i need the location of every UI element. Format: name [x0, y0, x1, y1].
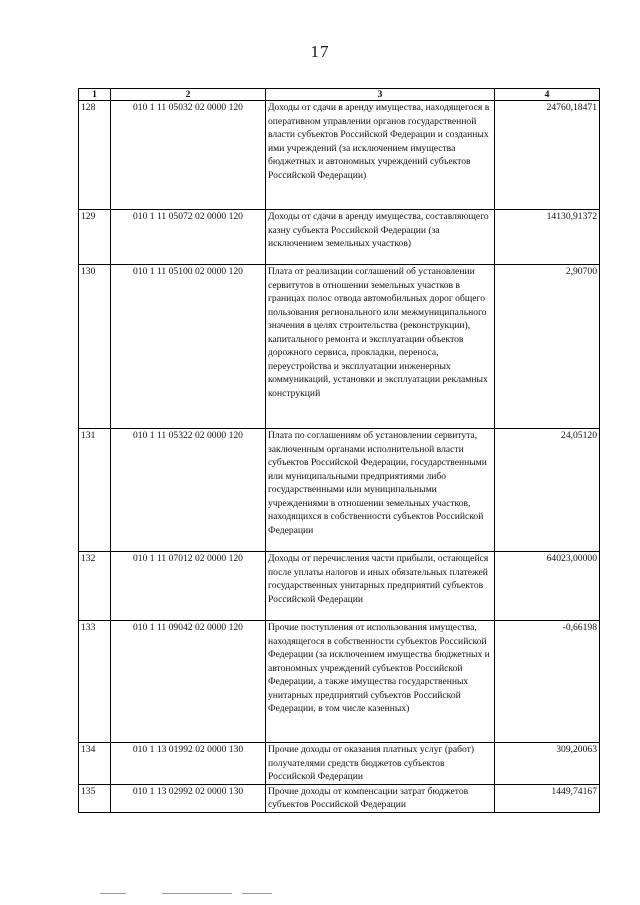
revenue-description: Прочие доходы от компенсации затрат бюджетов субъектов Российской Федерации — [266, 784, 495, 812]
column-header-4: 4 — [495, 89, 600, 101]
budget-code: 010 1 11 05100 02 0000 120 — [111, 265, 266, 429]
scan-footer-marks — [100, 893, 320, 897]
table-row — [79, 621, 600, 743]
table-row — [79, 784, 600, 812]
page-number: 17 — [310, 42, 330, 61]
budget-code: 010 1 13 01992 02 0000 130 — [111, 743, 266, 785]
revenue-description: Доходы от перечисления части прибыли, остающейся после уплаты налогов и иных обязательных платежей государственных унитарных предприятий субъектов Российской Федерации — [266, 552, 495, 621]
table-row — [79, 429, 600, 552]
column-header-2: 2 — [111, 89, 266, 101]
budget-code: 010 1 11 05072 02 0000 120 — [111, 210, 266, 265]
revenue-amount: 24760,18471 — [495, 101, 600, 210]
row-number: 133 — [79, 621, 111, 743]
budget-code: 010 1 11 09042 02 0000 120 — [111, 621, 266, 743]
row-number: 132 — [79, 552, 111, 621]
table-row — [79, 743, 600, 785]
budget-code: 010 1 13 02992 02 0000 130 — [111, 784, 266, 812]
revenue-amount: -0,66198 — [495, 621, 600, 743]
revenue-table — [78, 88, 600, 813]
revenue-description: Плата от реализации соглашений об установлении сервитутов в отношении земельных участков в границах полос отвода автомобильных дорог общего пользования регионального или межмуниципального значения в целях строительства (реконструкции), капитального ремонта и эксплуатации объектов дорожного сервиса, прокладки, переноса, переустройства и эксплуатации инженерных коммуникаций, установки и эксплуатации рекламных конструкций — [266, 265, 495, 429]
table-row — [79, 101, 600, 210]
row-number: 129 — [79, 210, 111, 265]
revenue-description: Прочие поступления от использования имущества, находящегося в собственности субъектов Российской Федерации (за исключением имущества бюджетных и автономных учреждений субъектов Российской Федерации, а также имущества государственных унитарных предприятий субъектов Российской Федерации, в том числе казенных) — [266, 621, 495, 743]
row-number: 131 — [79, 429, 111, 552]
revenue-amount: 14130,91372 — [495, 210, 600, 265]
budget-code: 010 1 11 07012 02 0000 120 — [111, 552, 266, 621]
row-number: 135 — [79, 784, 111, 812]
table-row — [79, 210, 600, 265]
revenue-description: Плата по соглашениям об установлении сервитута, заключенным органами исполнительной власти субъектов Российской Федерации, государственными или муниципальными предприятиями либо государственными или муниципальными учреждениями в отношении земельных участков, находящихся в собственности субъектов Российской Федерации — [266, 429, 495, 552]
revenue-amount: 2,90700 — [495, 265, 600, 429]
column-header-3: 3 — [266, 89, 495, 101]
revenue-description: Прочие доходы от оказания платных услуг (работ) получателями средств бюджетов субъектов Российской Федерации — [266, 743, 495, 785]
revenue-description: Доходы от сдачи в аренду имущества, находящегося в оперативном управлении органов государственной власти субъектов Российской Федерации и созданных ими учреждений (за исключением имущества бюджетных и автономных учреждений субъектов Российской Федерации) — [266, 101, 495, 210]
table-row — [79, 265, 600, 429]
revenue-amount: 64023,00000 — [495, 552, 600, 621]
budget-code: 010 1 11 05322 02 0000 120 — [111, 429, 266, 552]
row-number: 130 — [79, 265, 111, 429]
revenue-amount: 1449,74167 — [495, 784, 600, 812]
column-header-1: 1 — [79, 89, 111, 101]
row-number: 134 — [79, 743, 111, 785]
table-header-row — [79, 89, 600, 101]
row-number: 128 — [79, 101, 111, 210]
budget-code: 010 1 11 05032 02 0000 120 — [111, 101, 266, 210]
revenue-amount: 309,20063 — [495, 743, 600, 785]
revenue-amount: 24,05120 — [495, 429, 600, 552]
revenue-description: Доходы от сдачи в аренду имущества, составляющего казну субъекта Российской Федерации (за исключением земельных участков) — [266, 210, 495, 265]
table-row — [79, 552, 600, 621]
